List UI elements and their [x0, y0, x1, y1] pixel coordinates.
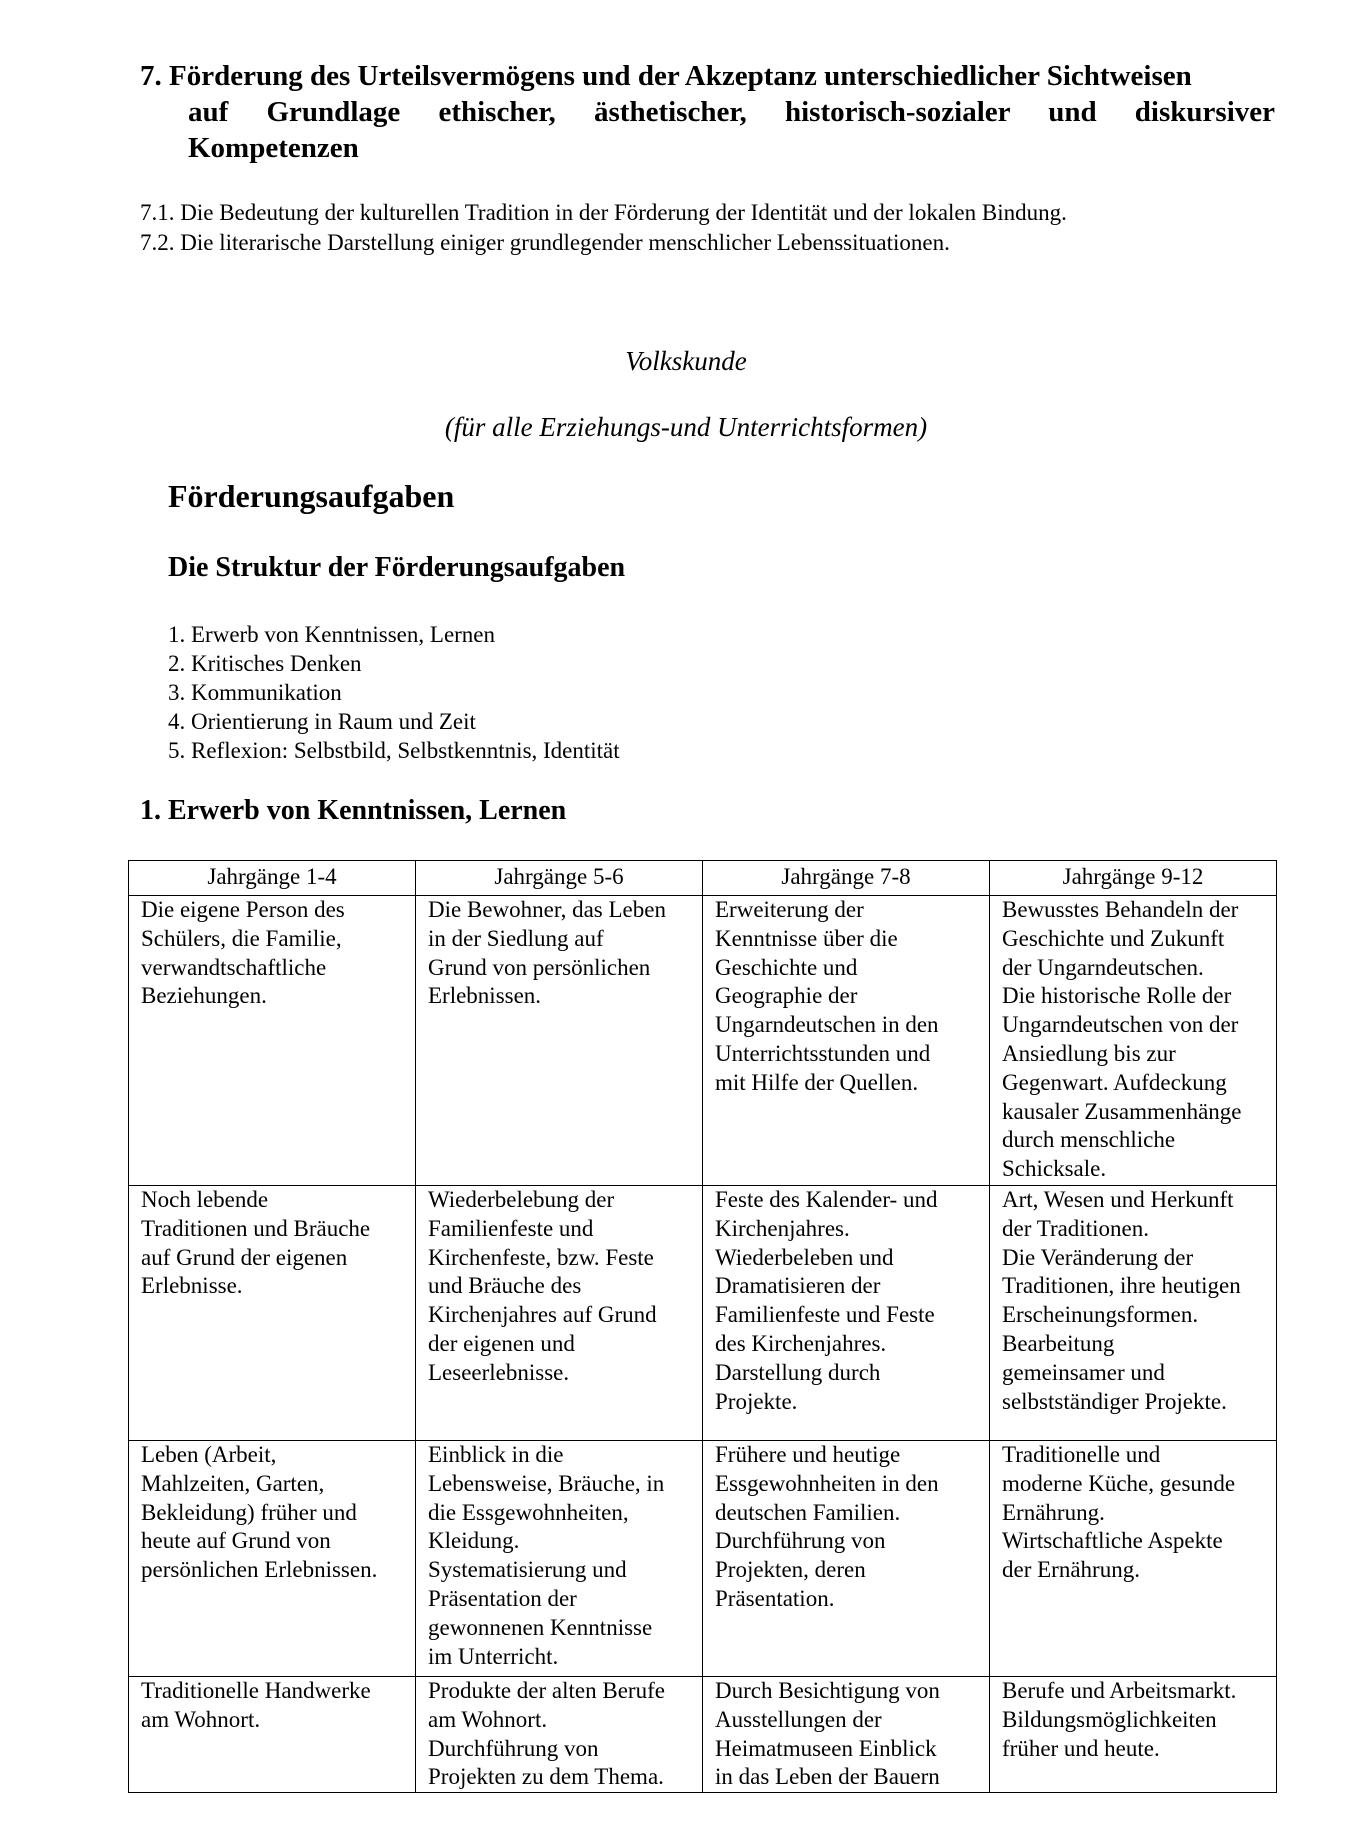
column-header: Jahrgänge 5-6: [416, 861, 703, 896]
cell-line: Projekten zu dem Thema.: [428, 1764, 664, 1790]
cell-line: Traditionelle Handwerke: [141, 1678, 371, 1703]
cell-line: Wirtschaftliche Aspekte: [1002, 1528, 1223, 1554]
table-cell: [990, 1677, 1277, 1793]
cell-line: der Ungarndeutschen.: [1002, 954, 1204, 980]
cell-line: des Kirchenjahres.: [715, 1330, 887, 1356]
cell-line: Leseerlebnisse.: [428, 1359, 570, 1385]
cell-line: gemeinsamer und: [1002, 1359, 1165, 1385]
structure-item: 3. Kommunikation: [168, 680, 342, 705]
cell-line: Frühere und heutige: [715, 1442, 901, 1467]
table-cell: [416, 896, 703, 1186]
column-header: Jahrgänge 9-12: [990, 861, 1277, 896]
structure-item: 1. Erwerb von Kenntnissen, Lernen: [168, 622, 496, 647]
table-cell: [129, 1186, 416, 1441]
cell-line: der eigenen und: [428, 1330, 575, 1356]
cell-line: Die historische Rolle der: [1002, 983, 1232, 1009]
table-cell: [703, 1186, 990, 1441]
section-7-heading: [140, 58, 1275, 166]
cell-line: Ungarndeutschen von der: [1002, 1012, 1239, 1038]
column-header: Jahrgänge 7-8: [703, 861, 990, 896]
cell-line: Projekte.: [715, 1388, 798, 1414]
cell-line: heute auf Grund von: [141, 1528, 331, 1554]
structure-item: 2. Kritisches Denken: [168, 651, 362, 676]
section-7-item: 7.1. Die Bedeutung der kulturellen Tradition in der Förderung der Identität und der lokalen Bindung.: [140, 200, 1067, 225]
subject-title: Volkskunde: [625, 346, 747, 376]
cell-line: Präsentation der: [428, 1585, 577, 1611]
cell-line: Geschichte und Zukunft: [1002, 925, 1225, 951]
cell-line: Systematisierung und: [428, 1557, 627, 1583]
table-cell: [990, 1186, 1277, 1441]
cell-line: deutschen Familien.: [715, 1499, 901, 1525]
cell-line: Dramatisieren der: [715, 1273, 881, 1299]
cell-line: Kenntnisse über die: [715, 925, 898, 951]
cell-line: durch menschliche: [1002, 1127, 1176, 1153]
cell-line: Familienfeste und Feste: [715, 1302, 935, 1328]
table-cell: [703, 1441, 990, 1677]
table-row: [129, 1441, 1277, 1677]
cell-line: Art, Wesen und Herkunft: [1002, 1187, 1234, 1212]
cell-line: der Ernährung.: [1002, 1557, 1140, 1583]
cell-line: Kleidung.: [428, 1528, 520, 1554]
cell-line: auf Grund der eigenen: [141, 1244, 348, 1270]
structure-heading: Die Struktur der Förderungsaufgaben: [168, 552, 626, 583]
cell-line: Erlebnissen.: [428, 983, 542, 1009]
cell-line: Essgewohnheiten in den: [715, 1470, 939, 1496]
cell-line: Traditionen, ihre heutigen: [1002, 1273, 1241, 1299]
table-cell: [129, 1677, 416, 1793]
table-row: [129, 1186, 1277, 1441]
cell-line: Die eigene Person des: [141, 897, 345, 922]
cell-line: Erscheinungsformen.: [1002, 1302, 1199, 1328]
cell-line: Noch lebende: [141, 1187, 269, 1212]
cell-line: früher und heute.: [1002, 1735, 1160, 1761]
cell-line: Schülers, die Familie,: [141, 925, 342, 951]
cell-line: Berufe und Arbeitsmarkt.: [1002, 1678, 1237, 1703]
table-cell: [416, 1441, 703, 1677]
cell-line: Erweiterung der: [715, 897, 864, 922]
cell-line: Grund von persönlichen: [428, 954, 651, 980]
cell-line: Ausstellungen der: [715, 1706, 882, 1732]
cell-line: Feste des Kalender- und: [715, 1187, 938, 1212]
cell-line: Bekleidung) früher und: [141, 1499, 357, 1525]
section-7-heading-line-3: Kompetenzen: [188, 132, 359, 164]
cell-line: kausaler Zusammenhänge: [1002, 1098, 1242, 1124]
table-row: [129, 1677, 1277, 1793]
section-7-heading-line-1: 7. Förderung des Urteilsvermögens und der Akzeptanz unterschiedlicher Sichtweisen: [140, 60, 1192, 92]
cell-line: Durch Besichtigung von: [715, 1678, 940, 1703]
cell-line: in der Siedlung auf: [428, 925, 604, 951]
cell-line: persönlichen Erlebnissen.: [141, 1557, 378, 1583]
cell-line: Durchführung von: [428, 1735, 599, 1761]
cell-line: Unterrichtsstunden und: [715, 1040, 931, 1066]
cell-line: Familienfeste und: [428, 1215, 594, 1241]
table-cell: [129, 1441, 416, 1677]
section-7-item: 7.2. Die literarische Darstellung einiger grundlegender menschlicher Lebenssituationen.: [140, 230, 950, 255]
cell-line: mit Hilfe der Quellen.: [715, 1069, 919, 1095]
table-cell: [703, 896, 990, 1186]
cell-line: Einblick in die: [428, 1442, 564, 1467]
cell-line: in das Leben der Bauern: [715, 1764, 940, 1790]
cell-line: Ungarndeutschen in den: [715, 1012, 939, 1038]
cell-line: Kirchenjahres.: [715, 1215, 850, 1241]
cell-line: Erlebnisse.: [141, 1273, 243, 1299]
table-row: [129, 896, 1277, 1186]
table-cell: [129, 896, 416, 1186]
column-header: Jahrgänge 1-4: [129, 861, 416, 896]
curriculum-table: [128, 860, 1277, 1793]
cell-line: Bewusstes Behandeln der: [1002, 897, 1239, 922]
cell-line: Projekten, deren: [715, 1557, 866, 1583]
cell-line: verwandtschaftliche: [141, 954, 327, 980]
cell-line: gewonnenen Kenntnisse: [428, 1614, 653, 1640]
erwerb-heading: 1. Erwerb von Kenntnissen, Lernen: [140, 795, 567, 826]
cell-line: Produkte der alten Berufe: [428, 1678, 665, 1703]
cell-line: Beziehungen.: [141, 983, 267, 1009]
cell-line: Gegenwart. Aufdeckung: [1002, 1069, 1227, 1095]
cell-line: Darstellung durch: [715, 1359, 881, 1385]
cell-line: der Traditionen.: [1002, 1215, 1149, 1241]
cell-line: am Wohnort.: [428, 1706, 548, 1732]
cell-line: im Unterricht.: [428, 1643, 559, 1669]
table-cell: [990, 1441, 1277, 1677]
cell-line: Präsentation.: [715, 1585, 835, 1611]
cell-line: Traditionelle und: [1002, 1442, 1161, 1467]
cell-line: Kirchenjahres auf Grund: [428, 1302, 657, 1328]
table-cell: [416, 1186, 703, 1441]
cell-line: Traditionen und Bräuche: [141, 1215, 371, 1241]
cell-line: Ernährung.: [1002, 1499, 1105, 1525]
structure-item: 5. Reflexion: Selbstbild, Selbstkenntnis, Identität: [168, 738, 620, 763]
cell-line: Geschichte und: [715, 954, 858, 980]
cell-line: Die Veränderung der: [1002, 1244, 1194, 1270]
subject-subtitle: (für alle Erziehungs-und Unterrichtsformen): [444, 412, 928, 442]
cell-line: Leben (Arbeit,: [141, 1442, 277, 1467]
cell-line: Lebensweise, Bräuche, in: [428, 1470, 665, 1496]
cell-line: Ansiedlung bis zur: [1002, 1040, 1176, 1066]
table-cell: [990, 896, 1277, 1186]
section-7-items: [140, 198, 1067, 258]
structure-list: [168, 620, 620, 765]
table-header-row: [129, 861, 1277, 896]
cell-line: moderne Küche, gesunde: [1002, 1470, 1236, 1496]
cell-line: Bearbeitung: [1002, 1330, 1115, 1356]
cell-line: Wiederbeleben und: [715, 1244, 894, 1270]
cell-line: und Bräuche des: [428, 1273, 582, 1299]
structure-item: 4. Orientierung in Raum und Zeit: [168, 709, 476, 734]
cell-line: Bildungsmöglichkeiten: [1002, 1706, 1217, 1732]
cell-line: Kirchenfeste, bzw. Feste: [428, 1244, 654, 1270]
cell-line: Die Bewohner, das Leben: [428, 897, 666, 922]
cell-line: Mahlzeiten, Garten,: [141, 1470, 325, 1496]
cell-line: Wiederbelebung der: [428, 1187, 615, 1212]
cell-line: selbstständiger Projekte.: [1002, 1388, 1227, 1414]
cell-line: Schicksale.: [1002, 1156, 1107, 1182]
table-cell: [416, 1677, 703, 1793]
cell-line: Heimatmuseen Einblick: [715, 1735, 937, 1761]
cell-line: am Wohnort.: [141, 1706, 261, 1732]
cell-line: Durchführung von: [715, 1528, 886, 1554]
cell-line: die Essgewohnheiten,: [428, 1499, 629, 1525]
section-7-heading-line-2: auf Grundlage ethischer, ästhetischer, historisch-sozialer und diskursiver: [188, 96, 1275, 128]
cell-line: Geographie der: [715, 983, 858, 1009]
table-cell: [703, 1677, 990, 1793]
foerderung-heading: Förderungsaufgaben: [168, 478, 455, 514]
